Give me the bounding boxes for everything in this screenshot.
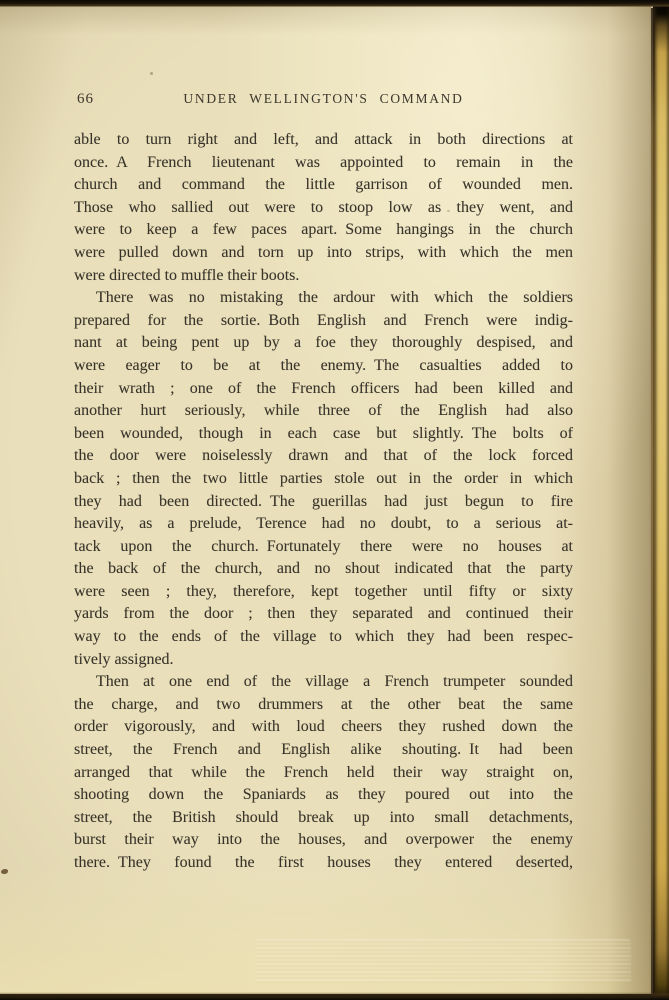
text-line: order vigorously, and with loud cheers they rushed down the <box>74 718 573 736</box>
text-line: street, the French and English alike shouting. It had been <box>74 741 573 759</box>
text-line: nant at being pent up by a foe they thoroughly despised, and <box>74 334 573 352</box>
text-line: Then at one end of the village a French trumpeter sounded <box>96 673 573 691</box>
text-line: the back of the church, and no shout indicated that the party <box>74 560 573 578</box>
text-line: the charge, and two drummers at the other beat the same <box>74 695 573 713</box>
text-line: church and command the little garrison of wounded men. <box>74 176 573 194</box>
text-line: tack upon the church. Fortunately there were no houses at <box>74 537 573 555</box>
text-line: prepared for the sortie. Both English and French were indig- <box>74 311 573 329</box>
text-line: way to the ends of the village to which they had been respec- <box>74 628 573 646</box>
page <box>0 5 653 994</box>
text-line: Those who sallied out were to stoop low as they went, and <box>74 198 573 216</box>
paper-speck <box>150 72 153 75</box>
page-number: 66 <box>77 91 94 107</box>
book-bottom-edge <box>0 992 669 1000</box>
text-line: were pulled down and torn up into strips, with which the men <box>74 243 573 261</box>
page-header <box>74 91 573 109</box>
running-header: UNDER WELLINGTON'S COMMAND <box>183 91 464 106</box>
paragraph <box>74 287 573 671</box>
text-line: they had been directed. The guerillas had just begun to fire <box>74 492 573 510</box>
body-text <box>74 129 573 875</box>
page-edge-striations <box>255 939 631 983</box>
text-line: once. A French lieutenant was appointed to remain in the <box>74 153 573 171</box>
text-line: heavily, as a prelude, Terence had no doubt, to a serious at- <box>74 515 573 533</box>
text-line: street, the British should break up into small detachments, <box>74 808 573 826</box>
book-fore-edge <box>654 0 669 1000</box>
text-line: burst their way into the houses, and overpower the enemy <box>74 831 573 849</box>
text-line: tively assigned. <box>74 650 174 668</box>
text-line: There was no mistaking the ardour with which the soldiers <box>96 289 573 307</box>
text-line: shooting down the Spaniards as they poured out into the <box>74 786 573 804</box>
page-gap-line <box>651 8 655 997</box>
text-line: another hurt seriously, while three of the English had also <box>74 402 573 420</box>
text-line: were to keep a few paces apart. Some hangings in the church <box>74 221 573 239</box>
text-block <box>74 91 573 875</box>
text-line: there. They found the first houses they entered deserted, <box>74 854 573 871</box>
paper-speck <box>1 869 8 874</box>
text-line: their wrath ; one of the French officers had been killed and <box>74 379 573 397</box>
text-line: able to turn right and left, and attack in both directions at <box>74 131 573 148</box>
text-line: were eager to be at the enemy. The casualties added to <box>74 356 573 374</box>
text-line: were seen ; they, therefore, kept together until fifty or sixty <box>74 582 573 600</box>
text-line: the door were noiselessly drawn and that of the lock forced <box>74 447 573 465</box>
text-line: arranged that while the French held their way straight on, <box>74 763 573 781</box>
text-line: been wounded, though in each case but slightly. The bolts of <box>74 424 573 442</box>
text-line: were directed to muffle their boots. <box>74 266 300 284</box>
paragraph <box>74 129 573 287</box>
paragraph <box>74 671 573 874</box>
text-line: back ; then the two little parties stole out in the order in which <box>74 469 573 487</box>
text-line: yards from the door ; then they separated and continued their <box>74 605 573 623</box>
book-top-edge <box>0 0 669 7</box>
